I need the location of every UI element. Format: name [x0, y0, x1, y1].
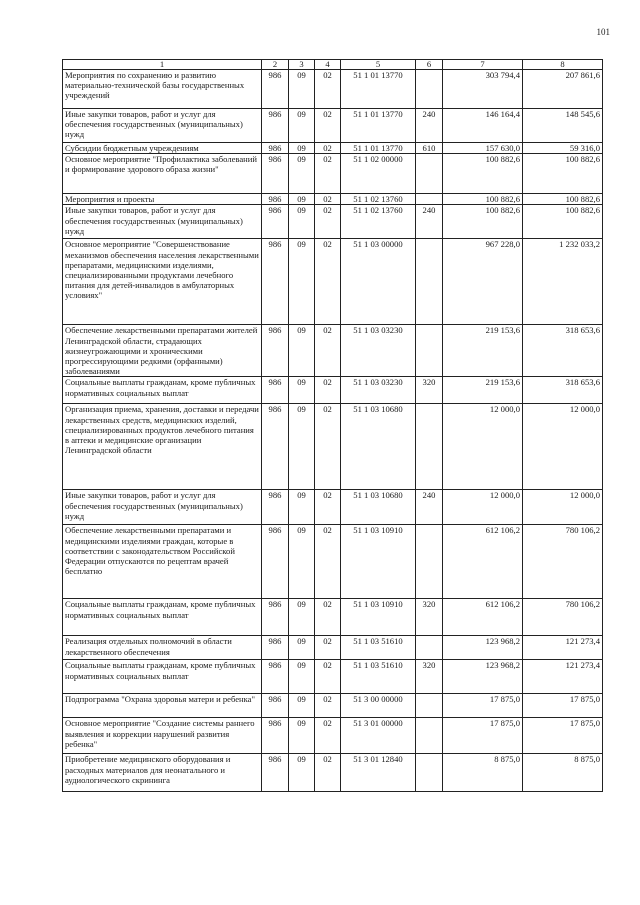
row-c8-cell: 318 653,6 [523, 377, 603, 404]
row-c2-cell: 986 [262, 694, 289, 718]
row-c3-cell: 09 [289, 754, 315, 792]
row-c4-cell: 02 [315, 143, 341, 154]
column-header: 3 [289, 60, 315, 70]
row-c8-cell: 100 882,6 [523, 205, 603, 239]
table-row [63, 325, 603, 377]
column-header: 5 [341, 60, 416, 70]
row-c3-cell: 09 [289, 636, 315, 660]
row-c6-cell: 320 [416, 377, 443, 404]
row-c7-cell: 100 882,6 [443, 154, 523, 194]
table-row [63, 694, 603, 718]
row-c4-cell: 02 [315, 205, 341, 239]
row-name-cell: Социальные выплаты гражданам, кроме публичных нормативных социальных выплат [63, 377, 262, 404]
row-c4-cell: 02 [315, 194, 341, 205]
row-c5-cell: 51 1 03 10910 [341, 599, 416, 636]
row-c2-cell: 986 [262, 599, 289, 636]
row-c5-cell: 51 1 03 51610 [341, 660, 416, 694]
row-c5-cell: 51 1 02 13760 [341, 194, 416, 205]
table-row [63, 599, 603, 636]
row-c3-cell: 09 [289, 143, 315, 154]
row-c2-cell: 986 [262, 70, 289, 109]
row-c6-cell [416, 70, 443, 109]
row-c8-cell: 148 545,6 [523, 109, 603, 143]
row-c7-cell: 612 106,2 [443, 525, 523, 599]
row-c3-cell: 09 [289, 599, 315, 636]
row-c7-cell: 303 794,4 [443, 70, 523, 109]
row-c8-cell: 780 106,2 [523, 525, 603, 599]
row-c8-cell: 17 875,0 [523, 718, 603, 754]
row-c2-cell: 986 [262, 718, 289, 754]
row-c3-cell: 09 [289, 205, 315, 239]
row-c3-cell: 09 [289, 694, 315, 718]
row-name-cell: Реализация отдельных полномочий в области лекарственного обеспечения [63, 636, 262, 660]
row-c8-cell: 207 861,6 [523, 70, 603, 109]
row-c4-cell: 02 [315, 694, 341, 718]
row-c5-cell: 51 1 03 51610 [341, 636, 416, 660]
column-header: 1 [63, 60, 262, 70]
row-c6-cell [416, 194, 443, 205]
row-c6-cell [416, 718, 443, 754]
table-row [63, 194, 603, 205]
row-c6-cell [416, 154, 443, 194]
row-c6-cell: 320 [416, 599, 443, 636]
row-name-cell: Иные закупки товаров, работ и услуг для обеспечения государственных (муниципальных) нужд [63, 490, 262, 525]
row-c3-cell: 09 [289, 154, 315, 194]
row-c7-cell: 100 882,6 [443, 194, 523, 205]
row-c5-cell: 51 1 03 10910 [341, 525, 416, 599]
row-c6-cell: 610 [416, 143, 443, 154]
row-c3-cell: 09 [289, 404, 315, 490]
page-number: 101 [596, 27, 610, 37]
table-row [63, 239, 603, 325]
row-c7-cell: 17 875,0 [443, 718, 523, 754]
row-c8-cell: 318 653,6 [523, 325, 603, 377]
row-name-cell: Основное мероприятие "Профилактика заболеваний и формирование здорового образа жизни" [63, 154, 262, 194]
row-c4-cell: 02 [315, 660, 341, 694]
row-c4-cell: 02 [315, 404, 341, 490]
row-c6-cell [416, 404, 443, 490]
row-c6-cell [416, 325, 443, 377]
row-name-cell: Субсидии бюджетным учреждениям [63, 143, 262, 154]
row-c7-cell: 100 882,6 [443, 205, 523, 239]
row-name-cell: Социальные выплаты гражданам, кроме публичных нормативных социальных выплат [63, 599, 262, 636]
row-c6-cell: 240 [416, 205, 443, 239]
row-c5-cell: 51 1 01 13770 [341, 143, 416, 154]
row-c6-cell: 240 [416, 109, 443, 143]
row-c6-cell: 240 [416, 490, 443, 525]
row-c2-cell: 986 [262, 205, 289, 239]
table-row [63, 205, 603, 239]
row-c3-cell: 09 [289, 525, 315, 599]
row-c8-cell: 121 273,4 [523, 660, 603, 694]
row-c4-cell: 02 [315, 636, 341, 660]
row-name-cell: Организация приема, хранения, доставки и передачи лекарственных средств, медицинских изделий, специализированных продуктов лечебного питания в аптеки и медицинские организации Ленинградской области [63, 404, 262, 490]
row-c2-cell: 986 [262, 109, 289, 143]
row-c4-cell: 02 [315, 718, 341, 754]
row-c2-cell: 986 [262, 660, 289, 694]
table-row [63, 109, 603, 143]
row-c6-cell [416, 694, 443, 718]
row-c5-cell: 51 1 03 03230 [341, 325, 416, 377]
table-row [63, 490, 603, 525]
row-c8-cell: 100 882,6 [523, 154, 603, 194]
row-c5-cell: 51 3 01 00000 [341, 718, 416, 754]
header-row [63, 60, 603, 70]
table-row [63, 404, 603, 490]
row-c4-cell: 02 [315, 239, 341, 325]
row-c8-cell: 1 232 033,2 [523, 239, 603, 325]
column-header: 8 [523, 60, 603, 70]
row-c2-cell: 986 [262, 525, 289, 599]
row-c4-cell: 02 [315, 325, 341, 377]
row-c4-cell: 02 [315, 754, 341, 792]
row-c8-cell: 17 875,0 [523, 694, 603, 718]
row-c3-cell: 09 [289, 490, 315, 525]
row-name-cell: Основное мероприятие "Создание системы раннего выявления и коррекции нарушений развития ребенка" [63, 718, 262, 754]
column-header: 7 [443, 60, 523, 70]
row-c2-cell: 986 [262, 754, 289, 792]
row-c5-cell: 51 1 03 03230 [341, 377, 416, 404]
row-c7-cell: 17 875,0 [443, 694, 523, 718]
row-name-cell: Основное мероприятие "Совершенствование механизмов обеспечения населения лекарственными препаратами, медицинскими изделиями, специализированными продуктами лечебного питания для детей-инвалидов в амбулаторных условиях" [63, 239, 262, 325]
row-c8-cell: 8 875,0 [523, 754, 603, 792]
row-name-cell: Иные закупки товаров, работ и услуг для обеспечения государственных (муниципальных) нужд [63, 205, 262, 239]
row-c2-cell: 986 [262, 404, 289, 490]
row-name-cell: Социальные выплаты гражданам, кроме публичных нормативных социальных выплат [63, 660, 262, 694]
table-row [63, 377, 603, 404]
row-c2-cell: 986 [262, 239, 289, 325]
row-c7-cell: 8 875,0 [443, 754, 523, 792]
row-c8-cell: 12 000,0 [523, 490, 603, 525]
row-c3-cell: 09 [289, 109, 315, 143]
table-row [63, 143, 603, 154]
table-row [63, 154, 603, 194]
row-c8-cell: 59 316,0 [523, 143, 603, 154]
row-c5-cell: 51 1 02 00000 [341, 154, 416, 194]
row-c4-cell: 02 [315, 377, 341, 404]
row-c7-cell: 157 630,0 [443, 143, 523, 154]
row-c3-cell: 09 [289, 239, 315, 325]
row-c7-cell: 219 153,6 [443, 377, 523, 404]
row-c4-cell: 02 [315, 154, 341, 194]
row-name-cell: Обеспечение лекарственными препаратами жителей Ленинградской области, страдающих жизнеугрожающими и хроническими прогрессирующими редкими (орфанными) заболеваниями [63, 325, 262, 377]
row-c2-cell: 986 [262, 325, 289, 377]
row-c7-cell: 967 228,0 [443, 239, 523, 325]
row-c5-cell: 51 1 03 10680 [341, 404, 416, 490]
row-c7-cell: 612 106,2 [443, 599, 523, 636]
row-c3-cell: 09 [289, 325, 315, 377]
column-header: 2 [262, 60, 289, 70]
row-c4-cell: 02 [315, 109, 341, 143]
row-c7-cell: 219 153,6 [443, 325, 523, 377]
row-c8-cell: 12 000,0 [523, 404, 603, 490]
row-c5-cell: 51 3 01 12840 [341, 754, 416, 792]
row-c7-cell: 12 000,0 [443, 490, 523, 525]
row-c7-cell: 123 968,2 [443, 636, 523, 660]
row-c4-cell: 02 [315, 490, 341, 525]
table-row [63, 636, 603, 660]
row-c3-cell: 09 [289, 194, 315, 205]
row-c4-cell: 02 [315, 599, 341, 636]
row-c2-cell: 986 [262, 377, 289, 404]
row-c5-cell: 51 1 02 13760 [341, 205, 416, 239]
row-c5-cell: 51 1 03 00000 [341, 239, 416, 325]
table-row [63, 718, 603, 754]
table-row [63, 660, 603, 694]
row-c6-cell: 320 [416, 660, 443, 694]
row-name-cell: Мероприятия по сохранению и развитию материально-технической базы государственных учреждений [63, 70, 262, 109]
row-c8-cell: 100 882,6 [523, 194, 603, 205]
row-c3-cell: 09 [289, 718, 315, 754]
row-name-cell: Мероприятия и проекты [63, 194, 262, 205]
table-row [63, 525, 603, 599]
table-row [63, 754, 603, 792]
column-header: 4 [315, 60, 341, 70]
row-c3-cell: 09 [289, 70, 315, 109]
budget-table [62, 59, 603, 792]
table-row [63, 70, 603, 109]
row-c5-cell: 51 1 01 13770 [341, 109, 416, 143]
row-c2-cell: 986 [262, 143, 289, 154]
row-c7-cell: 146 164,4 [443, 109, 523, 143]
column-header: 6 [416, 60, 443, 70]
row-c3-cell: 09 [289, 377, 315, 404]
row-c8-cell: 780 106,2 [523, 599, 603, 636]
row-c5-cell: 51 1 03 10680 [341, 490, 416, 525]
row-name-cell: Подпрограмма "Охрана здоровья матери и ребенка" [63, 694, 262, 718]
row-c5-cell: 51 3 00 00000 [341, 694, 416, 718]
row-c2-cell: 986 [262, 636, 289, 660]
row-name-cell: Приобретение медицинского оборудования и расходных материалов для неонатального и аудиологического скрининга [63, 754, 262, 792]
row-c2-cell: 986 [262, 490, 289, 525]
row-c7-cell: 12 000,0 [443, 404, 523, 490]
row-c2-cell: 986 [262, 194, 289, 205]
row-c5-cell: 51 1 01 13770 [341, 70, 416, 109]
row-c6-cell [416, 525, 443, 599]
row-c6-cell [416, 239, 443, 325]
row-c4-cell: 02 [315, 70, 341, 109]
row-name-cell: Иные закупки товаров, работ и услуг для обеспечения государственных (муниципальных) нужд [63, 109, 262, 143]
row-c8-cell: 121 273,4 [523, 636, 603, 660]
row-c2-cell: 986 [262, 154, 289, 194]
row-c3-cell: 09 [289, 660, 315, 694]
row-c6-cell [416, 636, 443, 660]
row-c7-cell: 123 968,2 [443, 660, 523, 694]
row-c6-cell [416, 754, 443, 792]
row-name-cell: Обеспечение лекарственными препаратами и медицинскими изделиями граждан, которые в соответствии с законодательством Российской Федерации отпускаются по рецептам врачей бесплатно [63, 525, 262, 599]
row-c4-cell: 02 [315, 525, 341, 599]
